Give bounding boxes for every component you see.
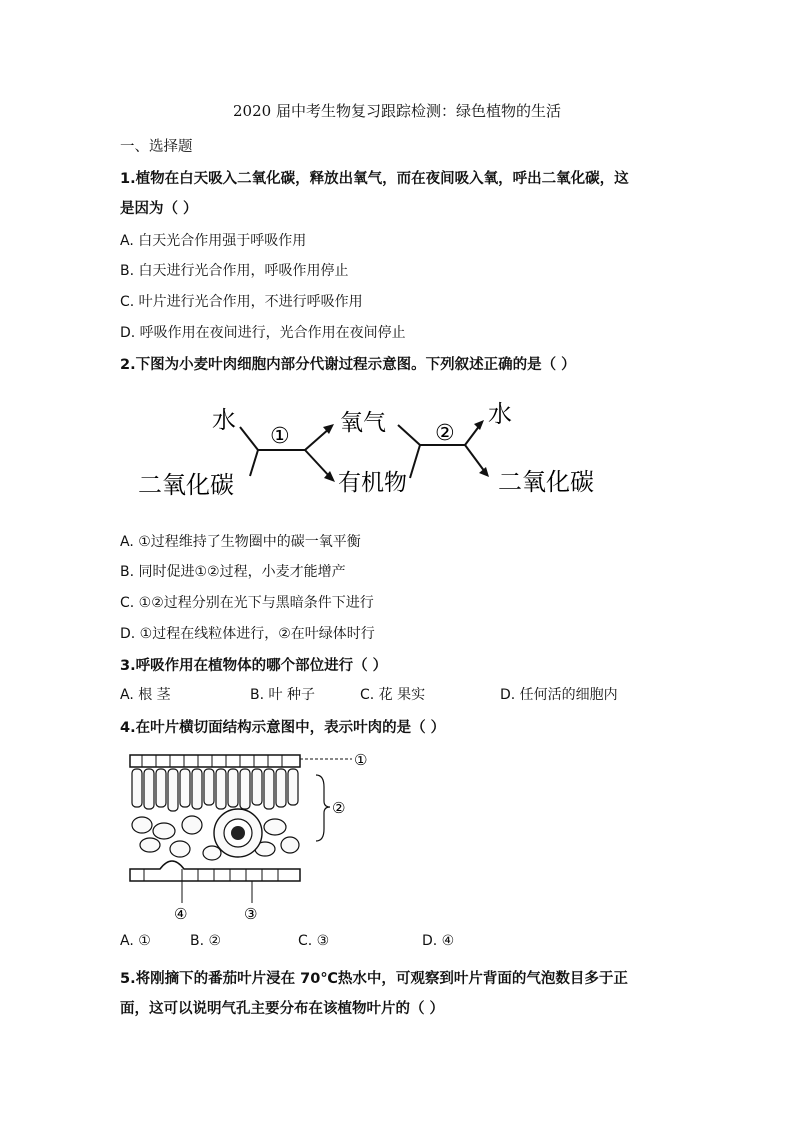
diagram-organic-matter: 有机物 (338, 470, 407, 496)
diagram-oxygen: 氧气 (340, 410, 386, 436)
q4-option-d: D. ④ (422, 933, 455, 949)
q2-option-d: D. ①过程在线粒体进行，②在叶绿体时行 (120, 626, 375, 642)
page-title: 2020 届中考生物复习跟踪检测：绿色植物的生活 (233, 102, 561, 120)
q4-option-b: B. ② (190, 933, 222, 949)
diagram-step2-label: ② (435, 421, 455, 446)
q5-stem-line1: 5.将刚摘下的番茄叶片浸在 70℃热水中，可观察到叶片背面的气泡数目多于正 (120, 971, 628, 987)
diagram-water-out: 水 (488, 400, 512, 428)
metabolism-diagram (130, 390, 610, 510)
q4-options (120, 933, 680, 953)
diagram-co2-in: 二氧化碳 (138, 471, 234, 499)
q4-option-a: A. ① (120, 933, 151, 949)
q5-stem-line2: 面，这可以说明气孔主要分布在该植物叶片的（ ） (120, 1001, 445, 1017)
q3-option-d: D. 任何活的细胞内 (500, 687, 618, 703)
q4-stem: 4.在叶片横切面结构示意图中，表示叶肉的是（ ） (120, 720, 446, 736)
section-heading: 一、选择题 (120, 139, 193, 155)
q1-option-b: B. 白天进行光合作用，呼吸作用停止 (120, 263, 349, 279)
q3-stem: 3.呼吸作用在植物体的哪个部位进行（ ） (120, 658, 388, 674)
q3-option-a: A. 根 茎 (120, 687, 171, 703)
leaf-cross-section-diagram (120, 745, 380, 930)
q3-option-c: C. 花 果实 (360, 687, 426, 703)
q2-option-c: C. ①②过程分别在光下与黑暗条件下进行 (120, 595, 374, 611)
q1-option-d: D. 呼吸作用在夜间进行，光合作用在夜间停止 (120, 325, 406, 341)
q1-option-a: A. 白天光合作用强于呼吸作用 (120, 233, 307, 249)
q1-stem-line2: 是因为（ ） (120, 201, 198, 217)
q3-options (120, 684, 680, 704)
leaf-label-3: ③ (244, 905, 258, 923)
diagram-water-in: 水 (212, 406, 236, 434)
diagram-co2-out: 二氧化碳 (498, 468, 594, 496)
diagram-step1-label: ① (270, 424, 290, 449)
q1-stem-line1: 1.植物在白天吸入二氧化碳，释放出氧气，而在夜间吸入氧，呼出二氧化碳，这 (120, 171, 629, 187)
q2-option-b: B. 同时促进①②过程，小麦才能增产 (120, 564, 346, 580)
leaf-label-4: ④ (174, 905, 188, 923)
q3-option-b: B. 叶 种子 (250, 687, 315, 703)
leaf-label-1: ① (354, 751, 368, 769)
q2-option-a: A. ①过程维持了生物圈中的碳一氧平衡 (120, 534, 361, 550)
leaf-label-2: ② (332, 799, 346, 817)
q2-stem: 2.下图为小麦叶肉细胞内部分代谢过程示意图。下列叙述正确的是（ ） (120, 357, 576, 373)
q1-option-c: C. 叶片进行光合作用，不进行呼吸作用 (120, 294, 363, 310)
q4-option-c: C. ③ (298, 933, 330, 949)
